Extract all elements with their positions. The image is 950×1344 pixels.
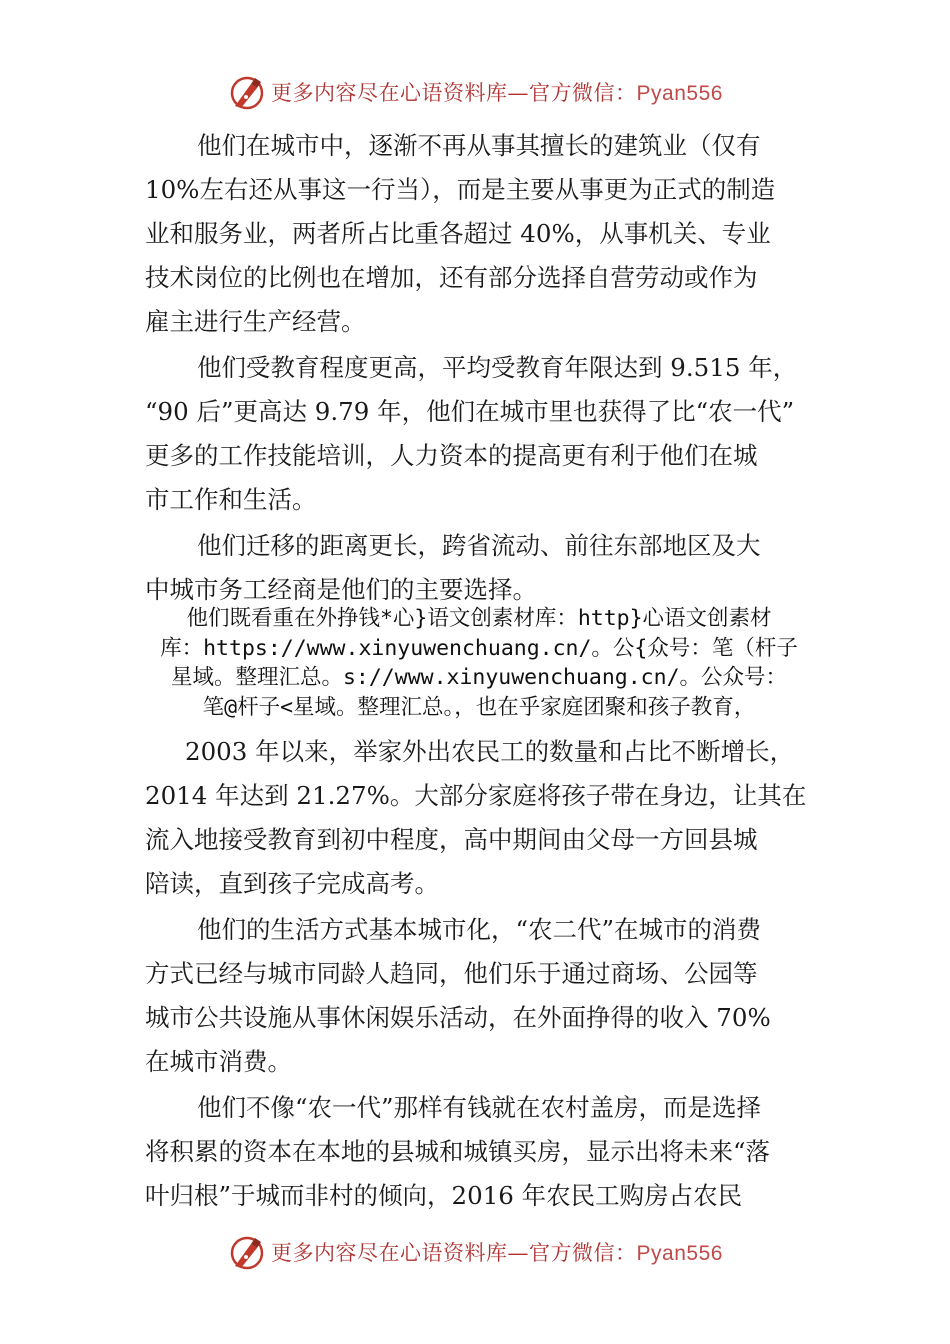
text-line: 中城市务工经商是他们的主要选择。 [145,575,537,604]
paragraph-occupation [145,124,815,344]
banner-text [271,1237,723,1267]
text-line: 10%左右还从事这一行当），而是主要从事更为正式的制造 [145,175,776,204]
text-line: 叶归根”于城而非村的倾向，2016 年农民工购房占农民 [145,1181,743,1210]
promo-line: 库：https://www.xinyuwenchuang.cn/。公{众号：笔（杆子 [160,635,798,661]
paragraph-lifestyle [145,908,815,1084]
text-line: 他们在城市中，逐渐不再从事其擅长的建筑业（仅有 [197,131,761,160]
banner-brand: 更多内容尽在心语资料库—官方微信： [271,1241,637,1265]
paragraph-housing [145,1086,815,1218]
inserted-promo-text [134,604,824,722]
text-line: 在城市消费。 [145,1047,292,1076]
promo-line: 星域。整理汇总。s://www.xinyuwenchuang.cn/。公众号： [170,665,788,690]
text-line: 更多的工作技能培训，人力资本的提高更有利于他们在城 [145,441,758,470]
text-line: 技术岗位的比例也在增加，还有部分选择自营劳动或作为 [145,263,758,292]
pen-nib-logo-icon [227,72,267,112]
article-body-bottom [145,730,815,1218]
text-line: 他们不像“农一代”那样有钱就在农村盖房，而是选择 [197,1093,762,1122]
promo-line: 他们既看重在外挣钱*心}语文创素材库：http}心语文创素材 [186,606,772,631]
text-line: 城市公共设施从事休闲娱乐活动，在外面挣得的收入 70% [145,1003,771,1032]
text-line: 雇主进行生产经营。 [145,307,366,336]
text-line: 2003 年以来，举家外出农民工的数量和占比不断增长， [185,737,795,766]
paragraph-education [145,346,815,522]
text-line: 方式已经与城市同龄人趋同，他们乐于通过商场、公园等 [145,959,758,988]
text-line: 市工作和生活。 [145,485,317,514]
text-line: “90 后”更高达 9.79 年，他们在城市里也获得了比“农一代” [145,397,795,426]
text-line: 他们的生活方式基本城市化，“农二代”在城市的消费 [197,915,762,944]
footer-banner [0,1230,950,1274]
text-line: 2014 年达到 21.27%。大部分家庭将孩子带在身边，让其在 [145,781,807,810]
text-line: 流入地接受教育到初中程度，高中期间由父母一方回县城 [145,825,758,854]
header-banner [0,70,950,114]
banner-text [271,77,723,107]
banner-wechat-id: Pyan556 [636,82,723,105]
banner-wechat-id: Pyan556 [636,1242,723,1265]
paragraph-migration [145,524,815,612]
banner-brand: 更多内容尽在心语资料库—官方微信： [271,81,637,105]
pen-nib-logo-icon [227,1232,267,1272]
text-line: 将积累的资本在本地的县城和城镇买房，显示出将未来“落 [145,1137,771,1166]
promo-line: 笔@杆子<星域。整理汇总。，也在乎家庭团聚和孩子教育， [202,694,756,720]
text-line: 业和服务业，两者所占比重各超过 40%，从事机关、专业 [145,219,771,248]
text-line: 他们受教育程度更高，平均受教育年限达到 9.515 年， [197,353,798,382]
article-body-top [145,124,815,612]
text-line: 陪读，直到孩子完成高考。 [145,869,439,898]
paragraph-family [145,730,815,906]
text-line: 他们迁移的距离更长，跨省流动、前往东部地区及大 [197,531,761,560]
